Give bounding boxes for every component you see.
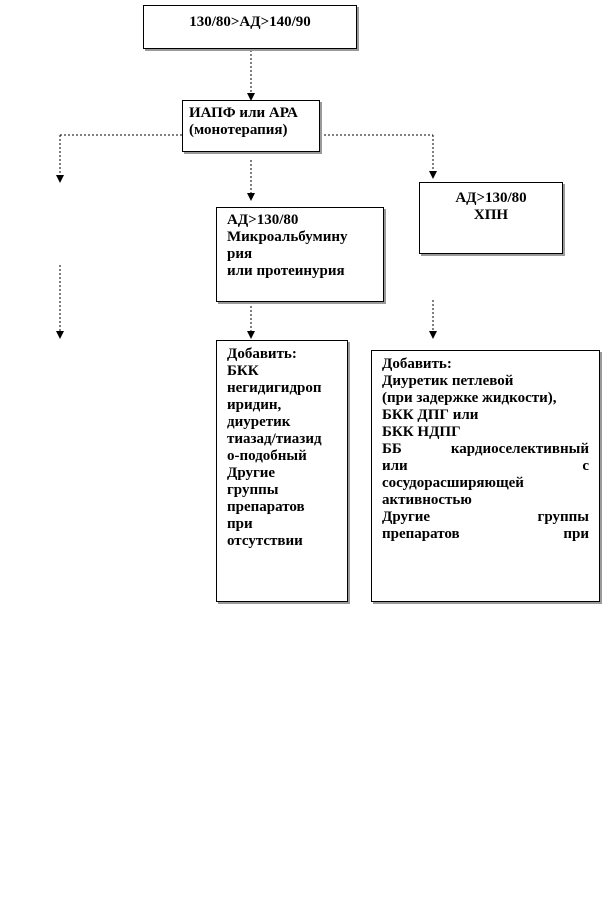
node-add-right-word: или [382,458,408,474]
node-add-left-line: препаратов [227,499,305,515]
node-add-right-line: Диуретик петлевой [382,373,514,389]
node-add-right-justified-line [382,458,589,475]
node-hpn-line: ХПН [473,207,509,223]
node-add-left-line: при [227,516,253,532]
node-add-left-line: Добавить: [227,346,297,362]
node-add-right-word: группы [537,509,589,525]
node-hpn [419,182,563,254]
node-add-left-line: диуретик [227,414,291,430]
node-add-right-line: БКК ДПГ или [382,407,479,423]
node-microalbuminuria-line: Микроальбумину [227,229,348,245]
node-add-right-word: Другие [382,509,431,525]
node-add-right-word: с [582,458,589,474]
node-add-right-word: препаратов [382,526,460,542]
node-add-left-line: группы [227,482,279,498]
node-microalbuminuria-line: рия [227,246,253,262]
node-add-left-line: отсутствии [227,533,303,549]
node-add-right-line: (при задержке жидкости), [382,390,557,406]
node-root [143,5,357,49]
node-microalbuminuria-line: АД>130/80 [227,212,299,228]
node-add-right-justified-line [382,509,589,526]
node-monotherapy-line: ИАПФ или АРА [189,105,298,121]
node-root-line: 130/80>АД>140/90 [189,14,311,30]
node-microalbuminuria [216,207,384,302]
node-add-left-line: иридин, [227,397,282,413]
node-add-left-line: тиазад/тиазид [227,431,322,447]
node-hpn-line: АД>130/80 [455,190,527,206]
node-add-right-line: БКК НДПГ [382,424,461,440]
node-add-left [216,340,348,602]
node-monotherapy [182,100,320,152]
node-add-right-word: при [563,526,589,542]
node-add-left-line: БКК [227,363,259,379]
node-add-left-line: Другие [227,465,276,481]
node-add-right-word: ББ [382,441,402,457]
node-add-right-line: сосудорасширяющей [382,475,524,491]
node-add-right-line: активностью [382,492,472,508]
node-add-right-word: кардиоселективный [450,441,589,457]
node-add-right-line: Добавить: [382,356,452,372]
node-add-left-line: негидигидроп [227,380,322,396]
node-monotherapy-line: (монотерапия) [189,122,288,138]
node-microalbuminuria-line: или протеинурия [227,263,345,279]
node-add-left-line: о-подобный [227,448,307,464]
node-add-right-justified-line [382,441,589,458]
node-add-right-justified-line [382,526,589,543]
node-add-right [371,350,600,602]
